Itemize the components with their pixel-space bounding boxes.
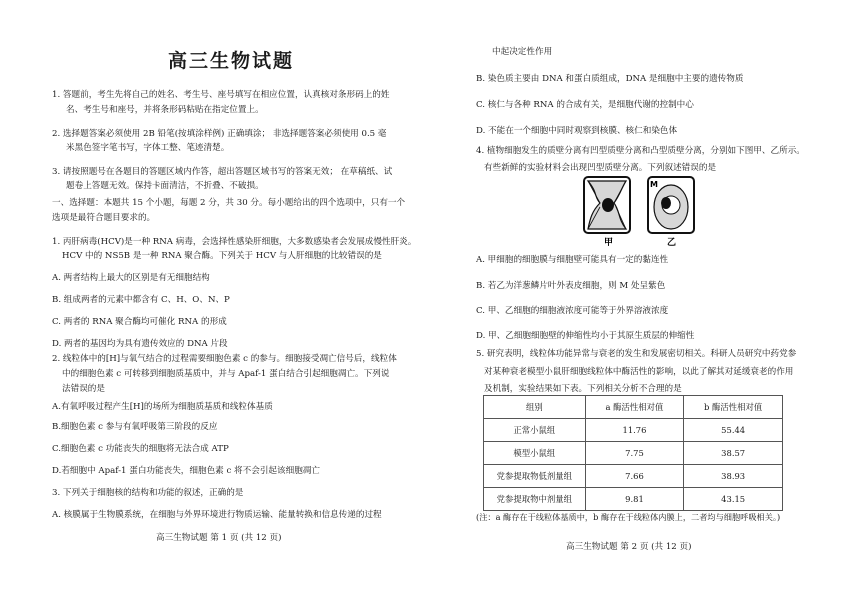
marker-label: M [650,180,658,189]
table-row [484,442,783,465]
table-cell: 43.15 [684,488,783,511]
table-row [484,419,783,442]
option-line: D. 两者的基因均为具有遗传效应的 DNA 片段 [52,339,228,349]
table-cell: 模型小鼠组 [484,442,586,465]
table-cell: 38.93 [684,465,783,488]
question-stem: 3. 下列关于细胞核的结构和功能的叙述，正确的是 [52,488,244,498]
instruction-line: 3. 请按照题号在各题目的答题区域内作答，超出答题区域书写的答案无效； 在草稿纸、试 [52,167,393,177]
page-title: 高三生物试题 [168,50,295,72]
enzyme-activity-table [483,395,783,511]
option-line: D. 甲、乙细胞细胞壁的伸缩性均小于其原生质层的伸缩性 [476,331,695,341]
table-cell: 11.76 [585,419,684,442]
option-line: A.有氧呼吸过程产生[H]的场所为细胞质基质和线粒体基质 [52,402,273,412]
question-stem: 对某种衰老模型小鼠肝细胞线粒体中酶活性的影响，以此了解其对延缓衰老的作用 [484,367,794,377]
question-stem: 有些新鲜的实验材料会出现凹型质壁分离。下列叙述错误的是 [484,163,717,173]
page-footer: 高三生物试题 第 2 页 (共 12 页) [566,542,692,552]
question-continuation: 中起决定性作用 [492,47,553,57]
option-line: C.细胞色素 c 功能丧失的细胞将无法合成 ATP [52,444,229,454]
question-stem: 及机制，实验结果如下表。下列相关分析不合理的是 [484,384,682,394]
instruction-line: 题卷上答题无效。保持卡面清洁，不折叠、不破损。 [66,181,264,191]
page-footer: 高三生物试题 第 1 页 (共 12 页) [156,533,282,543]
table-cell: 7.75 [585,442,684,465]
question-stem: 4. 植物细胞发生的质壁分离有凹型质壁分离和凸型质壁分离，分别如下图甲、乙所示。 [476,146,805,156]
nucleus-right [661,197,671,209]
question-stem: 5. 研究表明，线粒体功能异常与衰老的发生和发展密切相关。科研人员研究中药党参 [476,349,797,359]
option-line: A. 甲细胞的细胞膜与细胞壁可能具有一定的黏连性 [476,255,669,265]
option-line: B. 若乙为洋葱鳞片叶外表皮细胞，则 M 处呈紫色 [476,281,666,291]
question-stem: 中的细胞色素 c 可转移到细胞质基质中，并与 Apaf-1 蛋白结合引起细胞凋亡。下列说 [62,369,390,379]
table-cell: 38.57 [684,442,783,465]
option-line: B. 染色质主要由 DNA 和蛋白质组成，DNA 是细胞中主要的遗传物质 [476,74,744,84]
instruction-line: 2. 选择题答案必须使用 2B 铅笔(按填涂样例) 正确填涂； 非选择题答案必须使用 0.5 毫 [52,129,387,139]
option-line: D.若细胞中 Apaf-1 蛋白功能丧失，细胞色素 c 将不会引起该细胞凋亡 [52,466,320,476]
table-header-row [484,396,783,419]
plasmolysis-figure [578,175,700,247]
question-stem: 2. 线粒体中的[H]与氧气结合的过程需要细胞色素 c 的参与。细胞接受凋亡信号后，线粒体 [52,354,397,364]
table-header: 组别 [484,396,586,419]
table-cell: 7.66 [585,465,684,488]
table-cell: 党参提取物中剂量组 [484,488,586,511]
table-cell: 党参提取物低剂量组 [484,465,586,488]
section-heading: 一、选择题：本题共 15 个小题，每题 2 分，共 30 分。每小题给出的四个选项中，只有一个 [52,198,406,208]
option-line: C. 两者的 RNA 聚合酶均可催化 RNA 的形成 [52,317,227,327]
figure-label-left: 甲 [604,238,614,247]
option-line: A. 两者结构上最大的区别是有无细胞结构 [52,273,210,283]
option-line: B. 组成两者的元素中都含有 C、H、O、N、P [52,295,230,305]
option-line: D. 不能在一个细胞中同时观察到核膜、核仁和染色体 [476,126,678,136]
table-row [484,465,783,488]
option-line: A. 核膜属于生物膜系统，在细胞与外界环境进行物质运输、能量转换和信息传递的过程 [52,510,382,520]
table-row [484,488,783,511]
instruction-line: 名、考生号和座号，并将条形码粘贴在指定位置上。 [66,105,264,115]
figure-label-right: 乙 [667,238,677,247]
instruction-line: 米黑色签字笔书写，字体工整、笔迹清楚。 [66,143,230,153]
section-heading: 选项是最符合题目要求的。 [52,213,156,223]
table-cell: 55.44 [684,419,783,442]
option-line: C. 核仁与各种 RNA 的合成有关，是细胞代谢的控制中心 [476,100,694,110]
table-note: (注：a 酶存在于线粒体基质中，b 酶存在于线粒体内膜上，二者均与细胞呼吸相关。) [476,512,781,522]
table-cell: 正常小鼠组 [484,419,586,442]
table-cell: 9.81 [585,488,684,511]
option-line: B.细胞色素 c 参与有氧呼吸第三阶段的反应 [52,422,218,432]
option-line: C. 甲、乙细胞的细胞液浓度可能等于外界溶液浓度 [476,306,669,316]
table-header: b 酶活性相对值 [684,396,783,419]
question-stem: HCV 中的 NS5B 是一种 RNA 聚合酶。下列关于 HCV 与人肝细胞的比较错误的是 [62,251,382,261]
nucleus-left [602,198,614,212]
question-stem: 1. 丙肝病毒(HCV)是一种 RNA 病毒，会选择性感染肝细胞，大多数感染者会发展成慢性肝炎。 [52,237,417,247]
table-header: a 酶活性相对值 [585,396,684,419]
instruction-line: 1. 答题前，考生先将自己的姓名、考生号、座号填写在相应位置，认真核对条形码上的姓 [52,90,390,100]
question-stem: 法错误的是 [62,384,105,394]
